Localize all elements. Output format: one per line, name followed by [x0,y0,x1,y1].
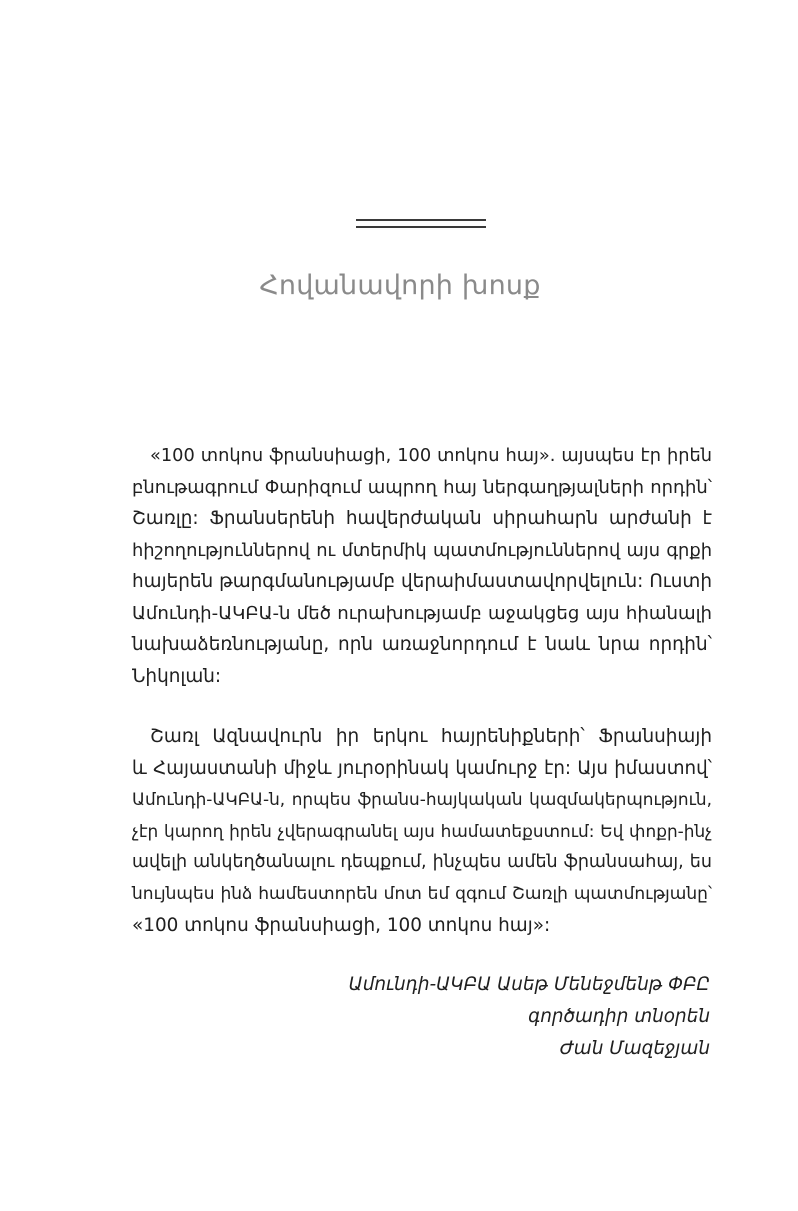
text-line: Շառլը: Ֆրանսերենի հավերժական սիրահարն արժանի է [132,508,712,529]
signature-name: Ժան Մազեջյան [559,1038,710,1059]
text-line: չէր կարող իրեն չվերագրանել այս համատեքստում: Եվ փոքր-ինչ [132,820,712,841]
title-rule-top [356,219,486,221]
text-line: ավելի անկեղծանալու դեպքում, ինչպես ամեն ֆրանսահայ, ես [132,852,712,872]
text-line: «100 տոկոս ֆրանսիացի, 100 տոկոս հայ»: [132,915,551,936]
text-line: Ամունդի-ԱԿԲԱ-ն մեծ ուրախությամբ աջակցեց այս հիանալի [132,602,712,624]
text-line: Շառլ Ազնավուրն իր երկու հայրենիքների՝ Ֆրանսիայի [150,726,712,747]
page-title [0,270,798,301]
text-line: նախաձեռնությանը, որն առաջնորդում է նաև նրա որդին՝ [132,634,712,655]
signature-block [349,969,710,1065]
text-line: նույնպես ինձ համեստորեն մոտ եմ զգում Շառլի պատմությանը՝ [132,883,712,904]
text-line: «100 տոկոս ֆրանսիացի, 100 տոկոս հայ». այսպես էր իրեն [150,445,712,466]
page-title-text: Հովանավորի խոսք [259,270,541,301]
title-rule-bottom [356,226,486,228]
text-line: և Հայաստանի միջև յուրօրինակ կամուրջ էր: Այս իմաստով՝ [132,757,712,779]
text-line: Ամունդի-ԱԿԲԱ-ն, որպես ֆրանս-հայկական կազմակերպություն, [132,789,712,809]
paragraph-2 [132,721,712,942]
text-line: բնութագրում Փարիզում ապրող հայ ներգաղթյալների որդին՝ [132,476,712,498]
signature-company: Ամունդի-ԱԿԲԱ Ասեթ Մենեջմենթ ՓԲԸ [348,974,710,995]
signature-position: գործադիր տնօրեն [528,1006,710,1027]
text-line: հիշողություններով ու մտերմիկ պատմություններով այս գրքի [132,539,712,561]
text-line: Նիկոլան: [132,665,222,687]
paragraph-1 [132,440,712,692]
text-line: հայերեն թարգմանությամբ վերաիմաստավորվելուն: Ուստի [132,571,712,592]
